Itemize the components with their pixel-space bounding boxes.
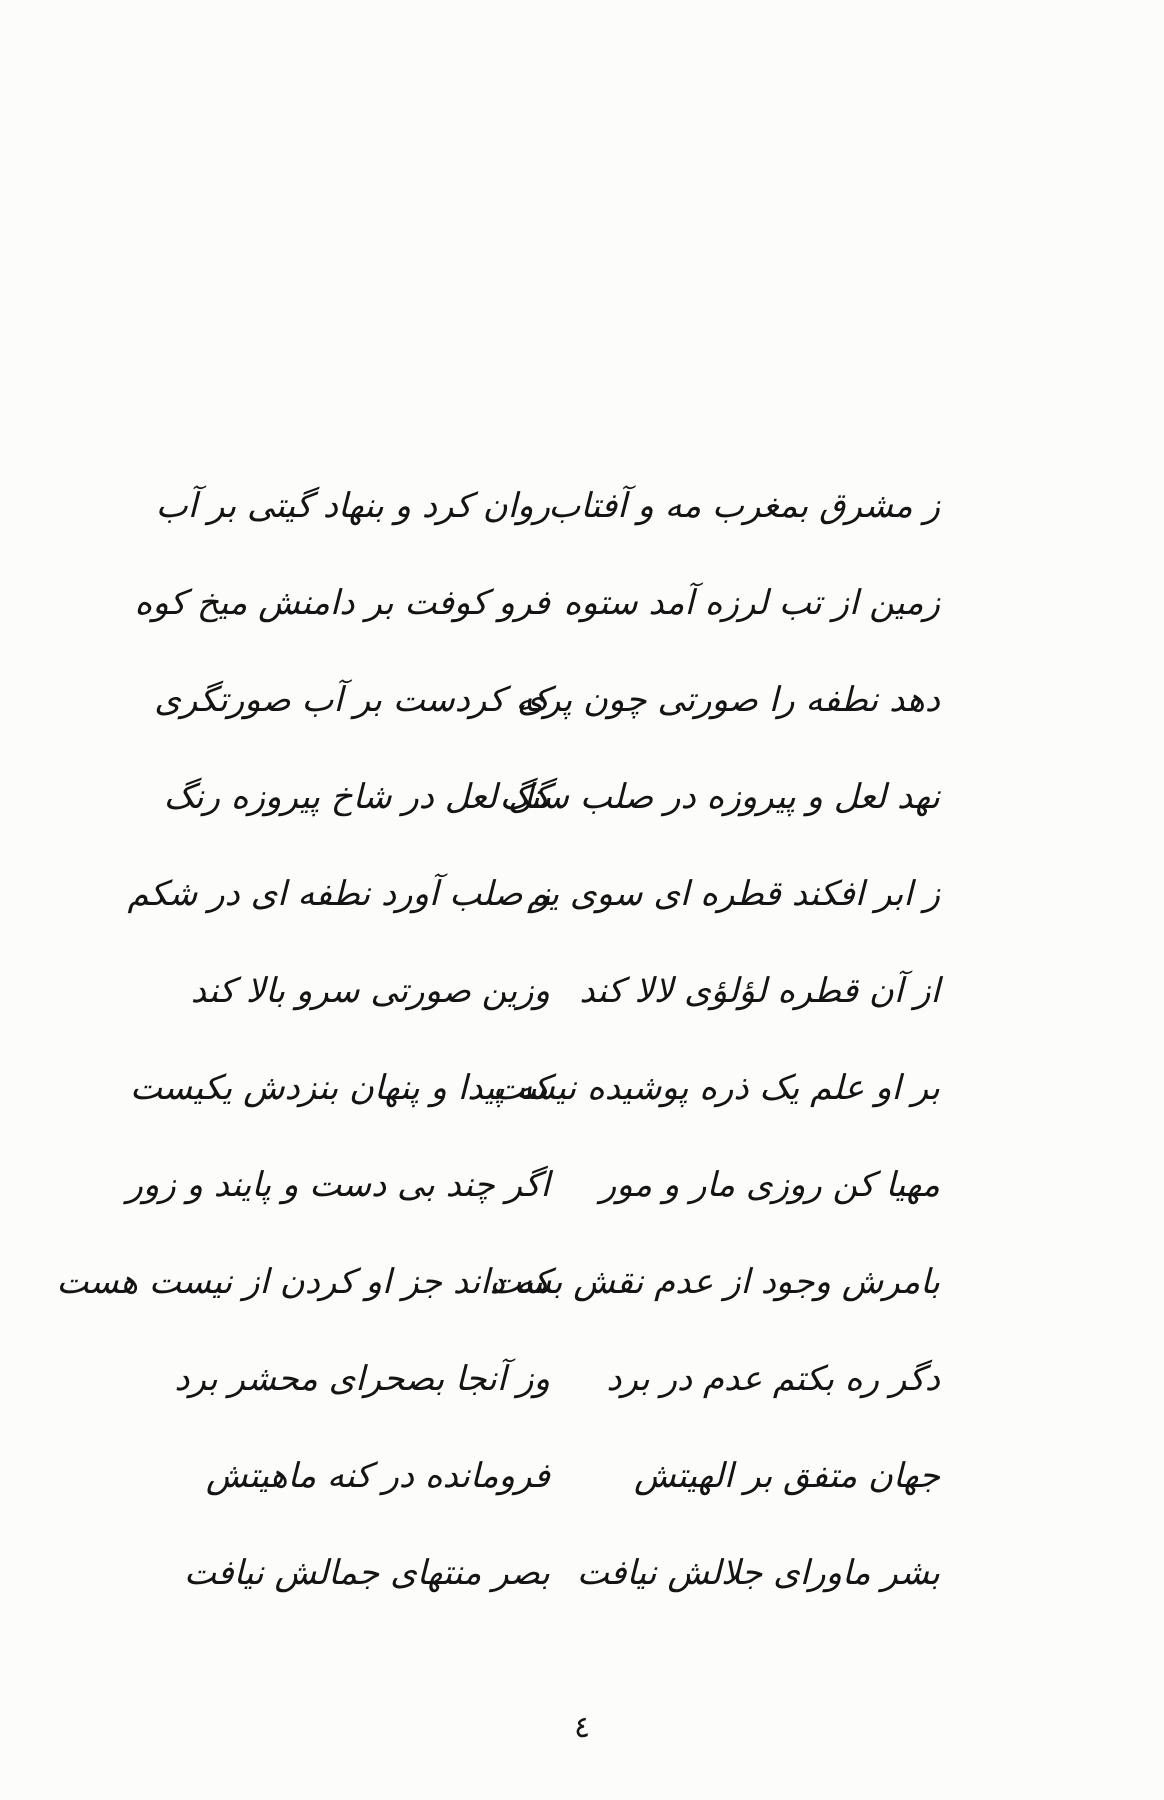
couplet xyxy=(134,527,940,624)
left-hemistich: وز آنجا بصحرای محشر برد xyxy=(174,1359,550,1400)
right-hemistich: بشر ماورای جلالش نیافت xyxy=(576,1553,940,1594)
couplet xyxy=(130,1012,940,1109)
couplet xyxy=(184,1497,940,1594)
left-hemistich: که پیدا و پنهان بنزدش یکیست xyxy=(130,1068,550,1109)
right-hemistich: ز ابر افکند قطره ای سوی یم xyxy=(526,874,940,915)
right-hemistich: زمین از تب لرزه آمد ستوه xyxy=(563,583,940,624)
left-hemistich: وزین صورتی سرو بالا کند xyxy=(190,971,550,1012)
right-hemistich: ز مشرق بمغرب مه و آفتاب xyxy=(548,486,940,527)
right-hemistich: جهان متفق بر الهیتش xyxy=(633,1456,940,1497)
left-hemistich: ز صلب آورد نطفه ای در شکم xyxy=(127,874,550,915)
right-hemistich: دهد نطفه را صورتی چون پری xyxy=(517,680,940,721)
right-hemistich: مهیا کن روزی مار و مور xyxy=(599,1165,940,1206)
right-hemistich: دگر ره بکتم عدم در برد xyxy=(606,1359,940,1400)
left-hemistich: فرو کوفت بر دامنش میخ کوه xyxy=(134,583,550,624)
poem xyxy=(56,430,940,1594)
couplet xyxy=(190,915,940,1012)
right-hemistich: بر او علم یک ذره پوشیده نیست xyxy=(492,1068,940,1109)
left-hemistich: فرومانده در کنه ماهیتش xyxy=(205,1456,550,1497)
right-hemistich: از آن قطره لؤلؤی لالا کند xyxy=(579,971,940,1012)
page-number: ٤ xyxy=(573,1710,591,1745)
couplet xyxy=(154,624,940,721)
couplet xyxy=(205,1400,940,1497)
left-hemistich: که کردست بر آب صورتگری xyxy=(154,680,550,721)
couplet xyxy=(127,818,940,915)
right-hemistich: بامرش وجود از عدم نقش بست xyxy=(489,1262,940,1303)
couplet xyxy=(174,1303,940,1400)
couplet xyxy=(155,430,940,527)
left-hemistich: گل لعل در شاخ پیروزه رنگ xyxy=(163,777,550,818)
left-hemistich: بصر منتهای جمالش نیافت xyxy=(184,1553,550,1594)
left-hemistich: اگر چند بی دست و پایند و زور xyxy=(126,1165,550,1206)
left-hemistich: که داند جز او کردن از نیست هست xyxy=(56,1262,550,1303)
couplet xyxy=(56,1206,940,1303)
left-hemistich: روان کرد و بنهاد گیتی بر آب xyxy=(155,486,550,527)
couplet xyxy=(163,721,940,818)
couplet xyxy=(126,1109,940,1206)
right-hemistich: نهد لعل و پیروزه در صلب سنگ xyxy=(499,777,940,818)
